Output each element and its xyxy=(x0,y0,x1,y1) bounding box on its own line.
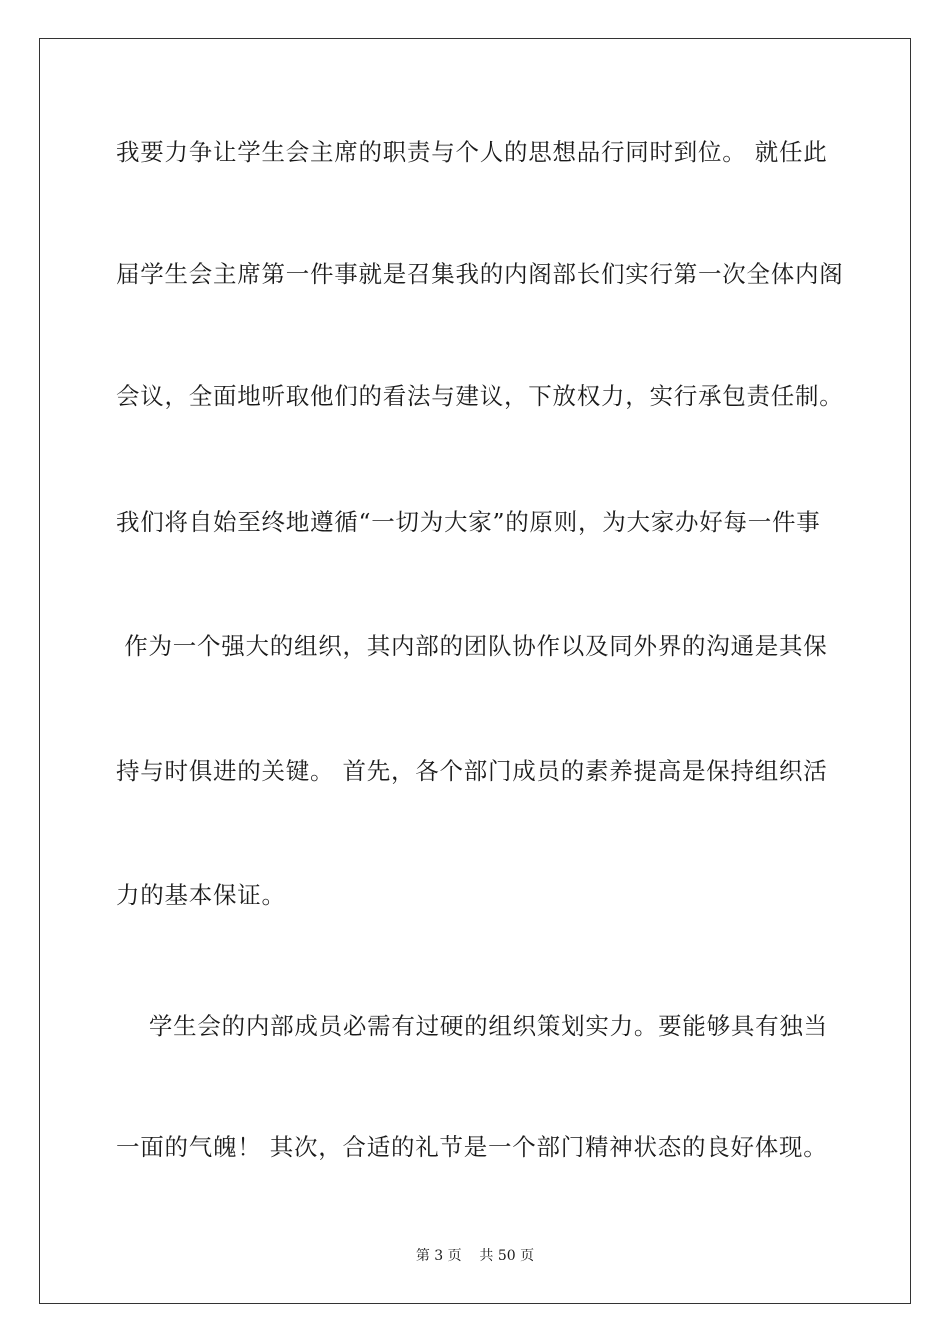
text-line: 作为一个强大的组织，其内部的团队协作以及同外界的沟通是其保 xyxy=(116,632,828,660)
text-line: 届学生会主席第一件事就是召集我的内阁部长们实行第一次全体内阁 xyxy=(116,260,844,288)
text-line: 学生会的内部成员必需有过硬的组织策划实力。要能够具有独当 xyxy=(116,1012,828,1040)
text-line: 我们将自始至终地遵循“一切为大家”的原则，为大家办好每一件事 xyxy=(116,508,821,536)
text-line: 力的基本保证。 xyxy=(116,881,286,909)
text-line: 一面的气魄！ 其次，合适的礼节是一个部门精神状态的良好体现。 xyxy=(116,1133,828,1161)
text-line: 我要力争让学生会主席的职责与个人的思想品行同时到位。 就任此 xyxy=(116,138,828,166)
page-border xyxy=(39,38,911,1304)
text-line: 会议，全面地听取他们的看法与建议，下放权力，实行承包责任制。 xyxy=(116,382,844,410)
text-line: 持与时俱进的关键。 首先，各个部门成员的素养提高是保持组织活 xyxy=(116,757,828,785)
page-number: 第 3 页 共 50 页 xyxy=(415,1248,535,1264)
